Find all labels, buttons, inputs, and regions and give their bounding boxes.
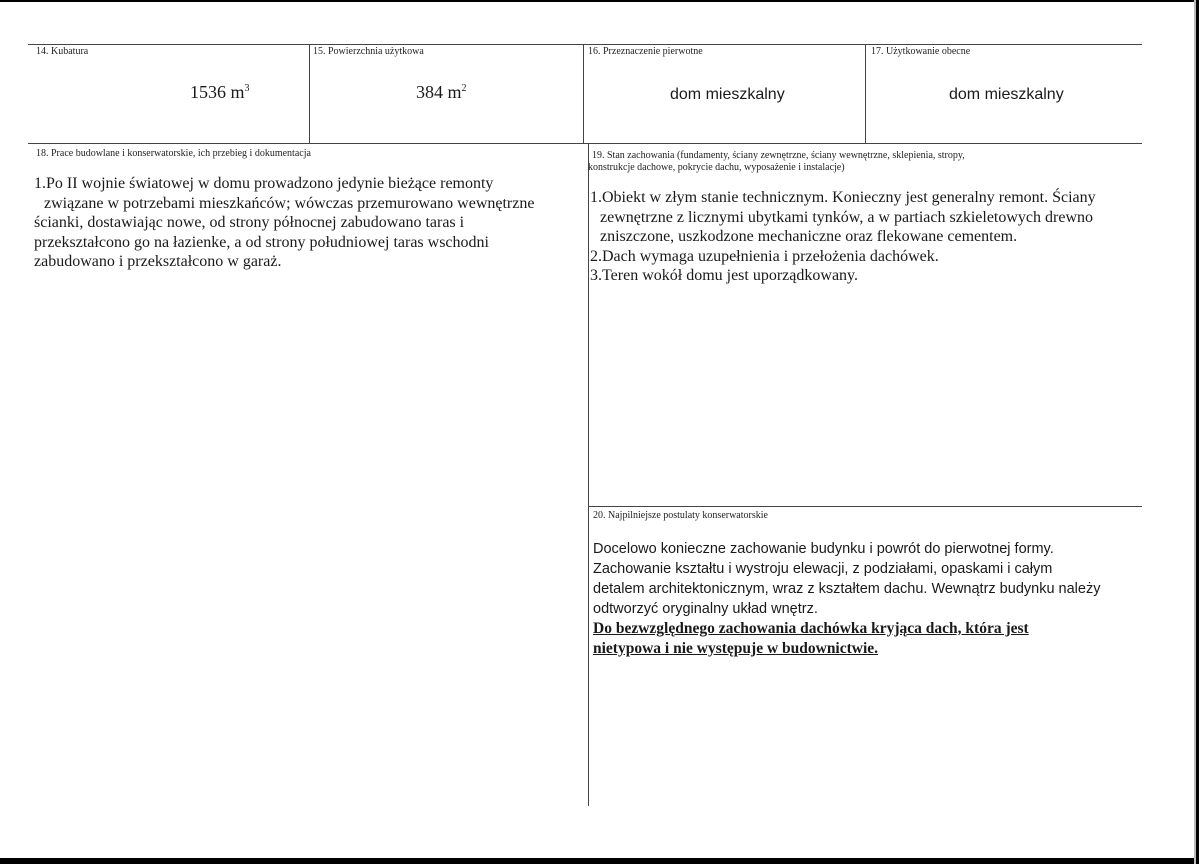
f16-label: 16. Przeznaczenie pierwotne	[588, 46, 703, 57]
f18-text	[34, 174, 574, 272]
f20-bold-line: nietypowa i nie występuje w budownictwie.	[593, 640, 879, 657]
f14-value-text: 1536 m	[190, 82, 245, 102]
f19-line: 2.Dach wymaga uzupełnienia i przełożenia dachówek.	[590, 247, 939, 265]
f20-bold-line: Do bezwzględnego zachowania dachówka kryjąca dach, która jest	[593, 620, 1029, 637]
f14-value-sup: 3	[244, 83, 250, 94]
f17-value: dom mieszkalny	[949, 86, 1064, 103]
f19-label-line1: 19. Stan zachowania (fundamenty, ściany zewnętrzne, ściany wewnętrzne, sklepienia, stropy,	[592, 150, 965, 161]
divider-15-16	[583, 44, 584, 144]
f19-line: 3.Teren wokół domu jest uporządkowany.	[590, 267, 858, 285]
f18-line: ścianki, dostawiając nowe, od strony północnej zabudowano taras i	[34, 214, 465, 232]
f20-line: odtworzyć oryginalny układ wnętrz.	[593, 601, 818, 617]
f19-label-line2: konstrukcje dachowe, pokrycie dachu, wyposażenie i instalacje)	[588, 162, 845, 173]
f20-line: Docelowo konieczne zachowanie budynku i powrót do pierwotnej formy.	[593, 541, 1054, 557]
f18-label: 18. Prace budowlane i konserwatorskie, ich przebieg i dokumentacja	[36, 148, 311, 159]
f18-line: 1.Po II wojnie światowej w domu prowadzono jedynie bieżące remonty	[34, 175, 494, 192]
f20-top-rule	[588, 506, 1142, 507]
divider-14-15	[309, 44, 310, 144]
f20-line: Zachowanie kształtu i wystroju elewacji, z podziałami, opaskami i całym	[593, 561, 1053, 577]
scan-edge-bottom	[0, 858, 1199, 864]
f19-line: zewnętrzne z licznymi ubytkami tynków, a w partiach szkieletowych drewno	[600, 208, 1094, 226]
row1-bottom-rule	[28, 143, 1142, 144]
divider-16-17	[865, 44, 866, 144]
scan-edge-top	[0, 0, 1199, 2]
f15-value	[416, 82, 467, 103]
f20-label: 20. Najpilniejsze postulaty konserwatorskie	[593, 510, 768, 521]
f20-text	[593, 539, 1141, 659]
f18-line: zabudowano i przekształcono w garaż.	[34, 253, 282, 271]
f18-line: związane w potrzebami mieszkańców; wówczas przemurowano wewnętrzne	[44, 194, 535, 212]
row1-top-rule	[28, 44, 1142, 45]
f15-label: 15. Powierzchnia użytkowa	[313, 46, 424, 57]
f17-label: 17. Użytkowanie obecne	[871, 46, 971, 57]
f20-line: detalem architektonicznym, wraz z kształtem dachu. Wewnątrz budynku należy	[593, 581, 1101, 597]
f15-value-sup: 2	[461, 83, 467, 94]
f19-text	[590, 188, 1140, 286]
divider-18-19	[588, 143, 589, 806]
f15-value-text: 384 m	[416, 82, 462, 102]
f14-label: 14. Kubatura	[36, 46, 89, 57]
f18-line: przekształcono go na łazienke, a od strony południowej taras wschodni	[34, 233, 489, 251]
f19-line: 1.Obiekt w złym stanie technicznym. Konieczny jest generalny remont. Ściany	[590, 189, 1096, 206]
f19-line: zniszczone, uszkodzone mechaniczne oraz flekowane cementem.	[600, 228, 1018, 246]
f14-value	[190, 82, 250, 103]
f16-value: dom mieszkalny	[670, 86, 785, 103]
